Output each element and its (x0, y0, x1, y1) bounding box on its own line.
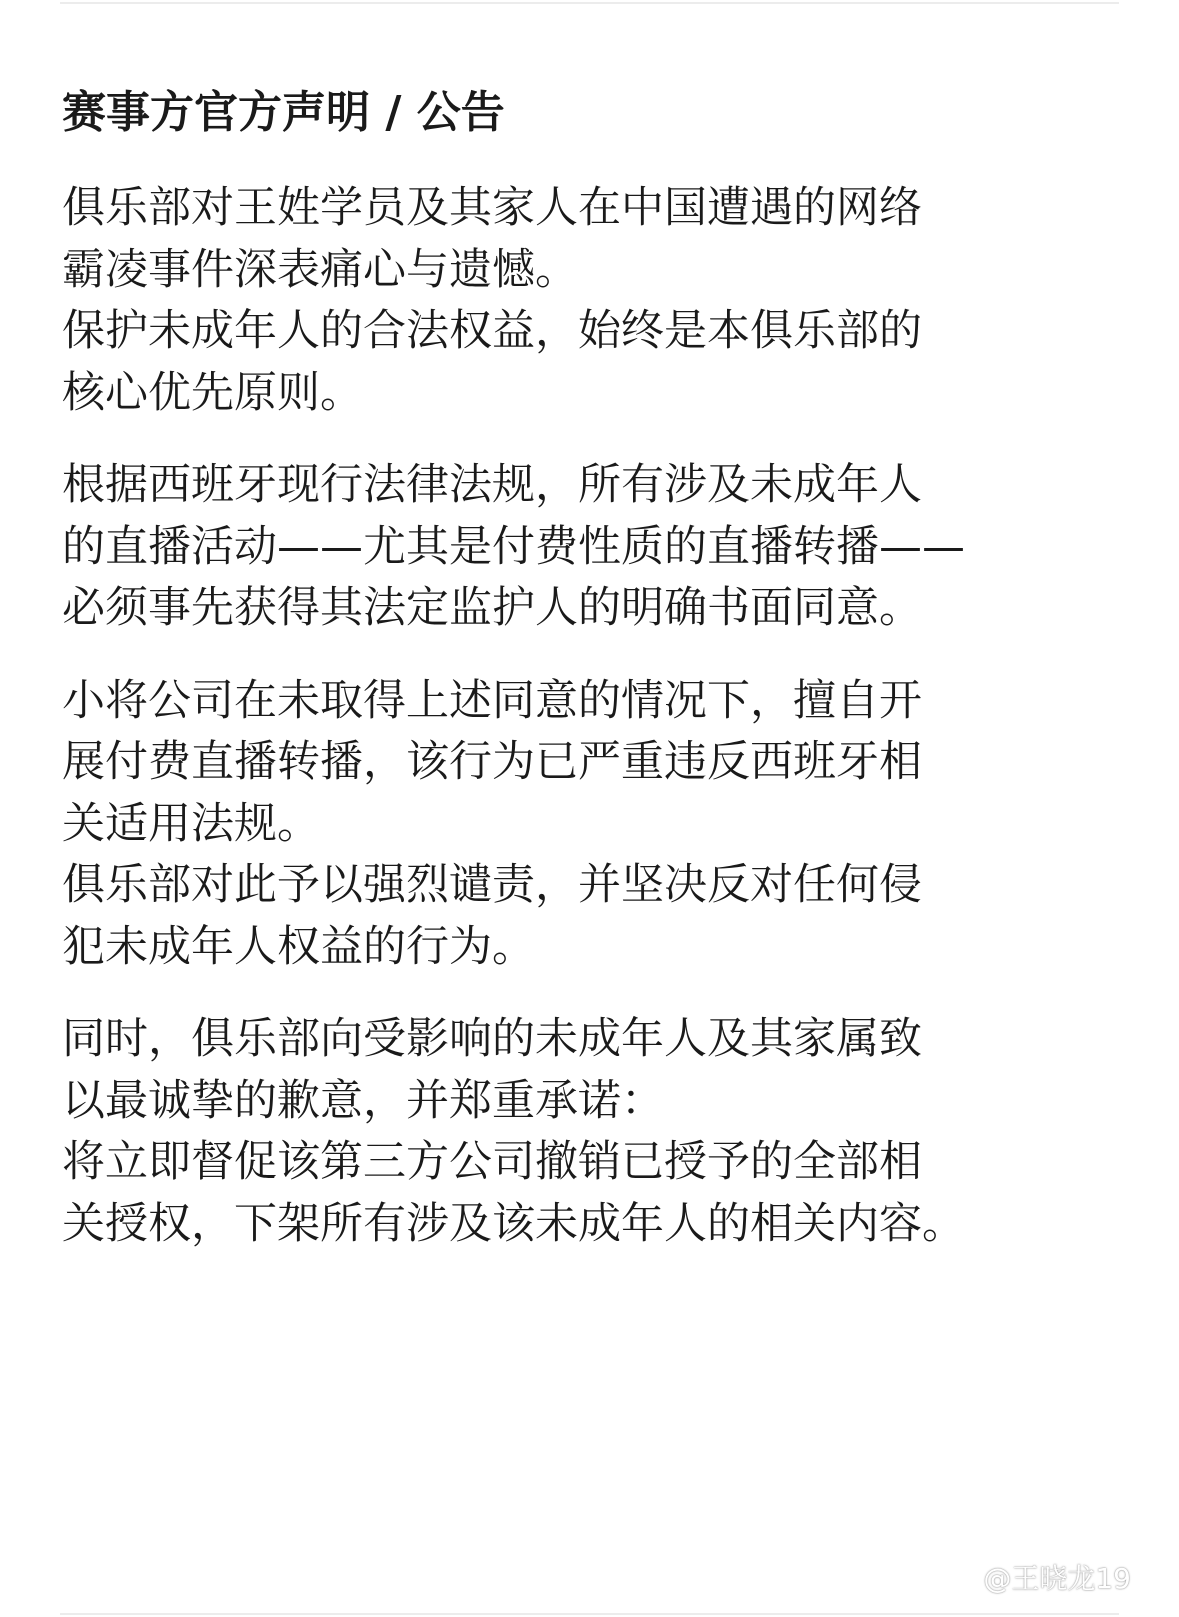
text-line: 关授权，下架所有涉及该未成年人的相关内容。 (62, 1198, 965, 1249)
text-line: 的直播活动——尤其是付费性质的直播转播—— (62, 521, 965, 572)
paragraph-1 (62, 178, 1122, 424)
statement-body (62, 82, 1122, 1286)
weibo-watermark: @王晓龙19 (983, 1562, 1131, 1595)
text-line: 关适用法规。 (62, 798, 320, 849)
paragraph-2 (62, 455, 1122, 640)
text-line: 俱乐部对此予以强烈谴责，并坚决反对任何侵 (62, 860, 922, 910)
text-line: 将立即督促该第三方公司撤销已授予的全部相 (62, 1137, 922, 1187)
text-line: 核心优先原则。 (62, 367, 363, 418)
top-divider (60, 2, 1119, 4)
text-line: 必须事先获得其法定监护人的明确书面同意。 (62, 583, 922, 633)
text-line: 保护未成年人的合法权益，始终是本俱乐部的 (62, 306, 922, 356)
text-line: 展付费直播转播，该行为已严重违反西班牙相 (62, 737, 922, 787)
text-line: 根据西班牙现行法律法规，所有涉及未成年人 (62, 460, 922, 510)
text-line: 霸凌事件深表痛心与遗憾。 (62, 244, 578, 295)
paragraph-4 (62, 1009, 1122, 1255)
bottom-divider (60, 1613, 1119, 1615)
text-line: 小将公司在未取得上述同意的情况下，擅自开 (62, 675, 922, 726)
text-line: 以最诚挚的歉意，并郑重承诺： (62, 1075, 664, 1126)
text-line: 犯未成年人权益的行为。 (62, 921, 535, 972)
text-line: 俱乐部对王姓学员及其家人在中国遭遇的网络 (62, 183, 922, 233)
text-line: 同时，俱乐部向受影响的未成年人及其家属致 (62, 1014, 922, 1064)
statement-title: 赛事方官方声明 / 公告 (62, 87, 505, 138)
paragraph-3 (62, 671, 1122, 979)
